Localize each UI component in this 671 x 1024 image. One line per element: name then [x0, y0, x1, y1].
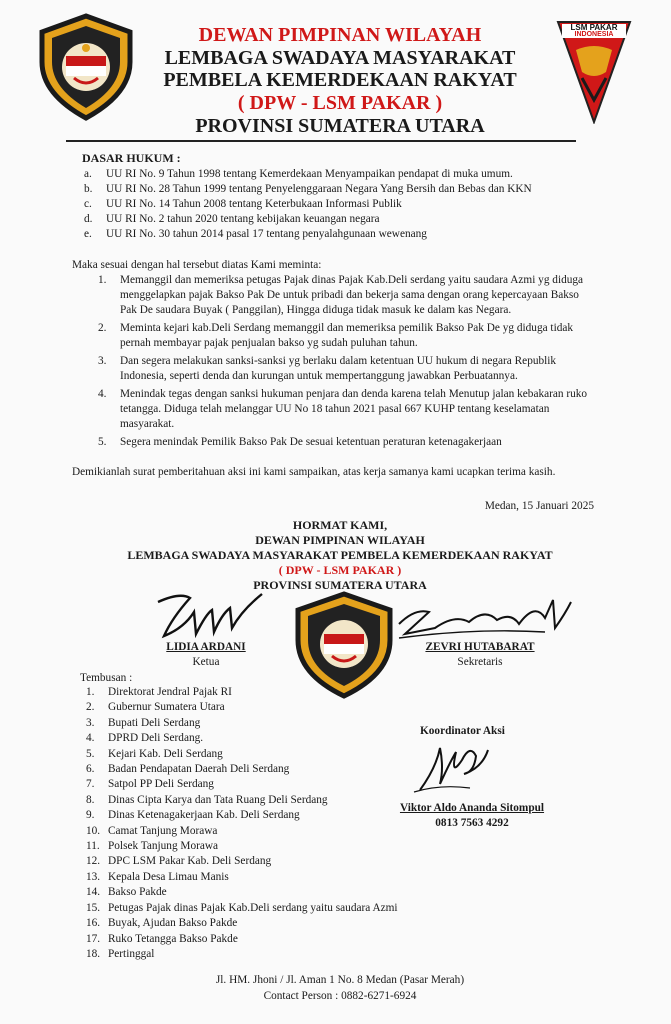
demand-item: 1. Memanggil dan memeriksa petugas Pajak dinas Pajak Kab.Deli serdang yaitu saudara Azmi yg diduga menggelapkan pajak Bakso Pak De untuk pribadi dan bekerja sama dengan orang kepercayaan Bakso Pak De saudara Buyak ( Panggilan), Hingga diduga tidak masuk ke dalam kas Negara. — [98, 274, 584, 316]
tembusan-item: 1. Direktorat Jendral Pajak RI — [86, 686, 232, 698]
left-signatory-role: Ketua — [192, 656, 220, 668]
dasar-hukum-list — [84, 167, 604, 242]
tembusan-item: 14. Bakso Pakde — [86, 886, 167, 899]
demand-item: 4. Menindak tegas dengan sanksi hukuman penjara dan denda karena telah Menutup jalan kebakaran ruko tetangga. Diduga telah melanggar UU No 18 tahun 2021 pasal 667 KUHP tentang keselamatan masyarakat. — [98, 388, 588, 430]
tembusan-item: 3. Bupati Deli Serdang — [86, 716, 201, 729]
coordinator-title: Koordinator Aksi — [420, 725, 505, 737]
tembusan-item: 12. DPC LSM Pakar Kab. Deli Serdang — [86, 855, 272, 868]
tembusan-item: 17. Ruko Tetangga Bakso Pakde — [86, 932, 238, 945]
tembusan-item: 8. Dinas Cipta Karya dan Tata Ruang Deli Serdang — [86, 793, 328, 806]
signoff-line-1: HORMAT KAMI, — [292, 518, 388, 532]
tembusan-item: 13. Kepala Desa Limau Manis — [86, 870, 229, 883]
tembusan-item: 4. DPRD Deli Serdang. — [86, 732, 204, 745]
tembusan-item: 16. Buyak, Ajudan Bakso Pakde — [86, 917, 238, 930]
header-line-2: LEMBAGA SWADAYA MASYARAKAT — [164, 47, 516, 69]
tembusan-item: 10. Camat Tanjung Morawa — [86, 824, 218, 837]
tembusan-title: Tembusan : — [80, 672, 133, 684]
dasar-hukum-item: b. UU RI No. 28 Tahun 1999 tentang Penyelenggaraan Negara Yang Bersih dan Bebas dan KKN — [84, 183, 532, 195]
header-line-5: PROVINSI SUMATERA UTARA — [195, 115, 485, 137]
organization-logo-right — [556, 20, 632, 124]
right-signatory-role: Sekretaris — [457, 656, 503, 668]
tembusan-item: 2. Gubernur Sumatera Utara — [86, 701, 225, 714]
tembusan-item: 7. Satpol PP Deli Serdang — [86, 778, 214, 791]
tembusan-item: 9. Dinas Ketenagakerjaan Kab. Deli Serdang — [86, 809, 300, 822]
signoff-line-3: LEMBAGA SWADAYA MASYARAKAT PEMBELA KEMERDEKAAN RAKYAT — [127, 548, 553, 562]
left-signatory-name: LIDIA ARDANI — [166, 641, 246, 653]
dasar-hukum-item: d. UU RI No. 2 tahun 2020 tentang kebijakan keuangan negara — [84, 213, 380, 225]
tembusan-item: 11. Polsek Tanjung Morawa — [86, 840, 219, 853]
footer-address: Jl. HM. Jhoni / Jl. Aman 1 No. 8 Medan (Pasar Merah) — [215, 974, 465, 986]
demand-item: 2. Meminta kejari kab.Deli Serdang memanggil dan memeriksa pemilik Bakso Pak De yg diduga tidak pernah membayar pajak penjualan bakso yg sudah puluhan tahun. — [98, 322, 574, 349]
organization-logo-left — [36, 12, 136, 122]
coordinator-phone: 0813 7563 4292 — [435, 817, 509, 829]
header-divider — [66, 140, 576, 142]
header-line-4: ( DPW - LSM PAKAR ) — [237, 92, 443, 114]
demands-list — [98, 273, 596, 450]
signature-right — [395, 594, 585, 644]
tembusan-item: 15. Petugas Pajak dinas Pajak Kab.Deli serdang yaitu saudara Azmi — [86, 901, 398, 914]
coordinator-signature — [410, 738, 500, 798]
signature-left — [150, 588, 270, 648]
signoff-line-4: ( DPW - LSM PAKAR ) — [278, 563, 402, 577]
header-line-1: DEWAN PIMPINAN WILAYAH — [198, 24, 482, 46]
demands-intro: Maka sesuai dengan hal tersebut diatas Kami meminta: — [72, 259, 322, 271]
signoff-line-2: DEWAN PIMPINAN WILAYAH — [255, 533, 425, 547]
tembusan-item: 6. Badan Pendapatan Daerah Deli Serdang — [86, 763, 290, 776]
dasar-hukum-item: a. UU RI No. 9 Tahun 1998 tentang Kemerdekaan Menyampaikan pendapat di muka umum. — [84, 168, 513, 180]
closing-paragraph: Demikianlah surat pemberitahuan aksi ini kami sampaikan, atas kerja samanya kami ucapkan terima kasih. — [72, 466, 556, 478]
footer-contact: Contact Person : 0882-6271-6924 — [263, 990, 417, 1002]
organization-stamp — [292, 590, 396, 700]
demand-item: 3. Dan segera melakukan sanksi-sanksi yg berlaku dalam ketentuan UU hukum di negara Republik Indonesia, seperti denda dan kurungan untuk mempertanggung jawabkan Perbuatannya. — [98, 355, 557, 382]
tembusan-item: 18. Pertinggal — [86, 947, 155, 960]
coordinator-name: Viktor Aldo Ananda Sitompul — [399, 802, 545, 814]
header-line-3: PEMBELA KEMERDEKAAN RAKYAT — [163, 69, 517, 91]
dasar-hukum-title: DASAR HUKUM : — [82, 151, 181, 165]
demand-item: 5. Segera menindak Pemilik Bakso Pak De sesuai ketentuan peraturan ketenagakerjaan — [98, 436, 502, 448]
signoff-line-5: PROVINSI SUMATERA UTARA — [253, 578, 427, 592]
right-signatory-name: ZEVRI HUTABARAT — [425, 641, 535, 653]
logo-right-label-1: LSM PAKAR — [570, 23, 618, 32]
tembusan-item: 5. Kejari Kab. Deli Serdang — [86, 747, 223, 760]
dasar-hukum-item: e. UU RI No. 30 tahun 2014 pasal 17 tentang penyalahgunaan wewenang — [84, 228, 427, 240]
dasar-hukum-item: c. UU RI No. 14 Tahun 2008 tentang Keterbukaan Informasi Publik — [84, 198, 402, 210]
logo-right-label-2: INDONESIA — [574, 31, 614, 38]
letter-date: Medan, 15 Januari 2025 — [484, 500, 594, 512]
